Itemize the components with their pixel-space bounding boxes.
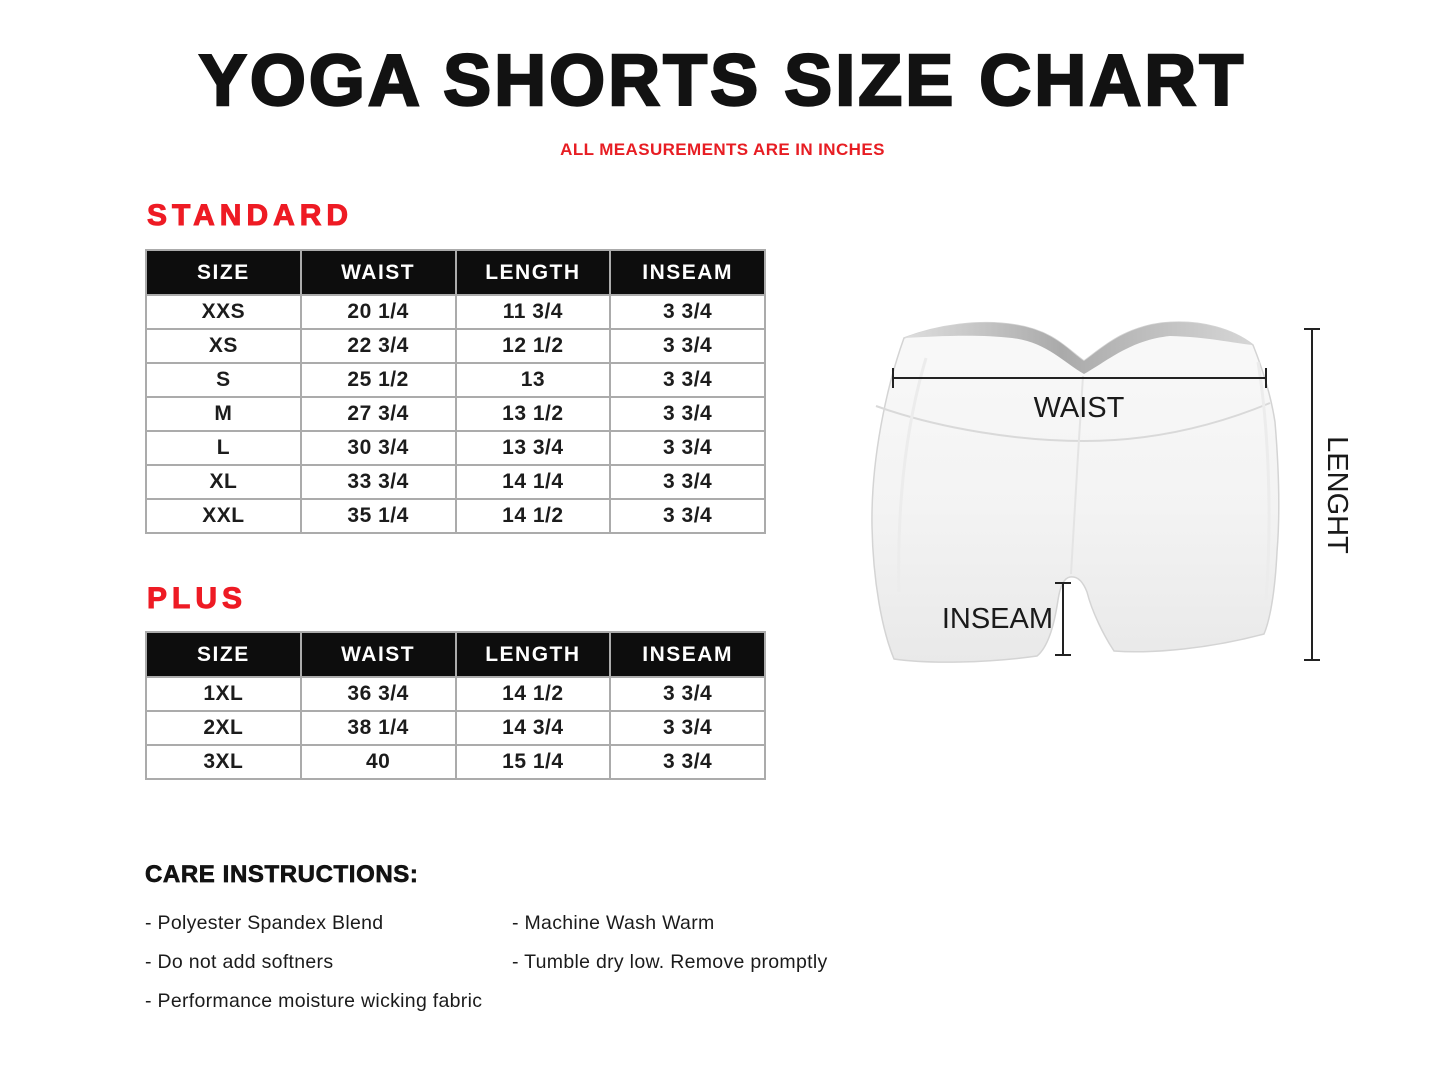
page-subtitle: ALL MEASUREMENTS ARE IN INCHES bbox=[560, 140, 885, 159]
cell-length: 12 1/2 bbox=[456, 329, 611, 363]
cell-length: 14 1/2 bbox=[456, 677, 611, 711]
table-row bbox=[146, 363, 765, 397]
column-header-waist: WAIST bbox=[301, 632, 456, 677]
cell-inseam: 3 3/4 bbox=[610, 295, 765, 329]
cell-size: M bbox=[146, 397, 301, 431]
table-row bbox=[146, 465, 765, 499]
cell-length: 14 1/4 bbox=[456, 465, 611, 499]
cell-inseam: 3 3/4 bbox=[610, 397, 765, 431]
care-item: - Do not add softners bbox=[145, 951, 334, 973]
cell-length: 13 1/2 bbox=[456, 397, 611, 431]
cell-waist: 30 3/4 bbox=[301, 431, 456, 465]
table-row bbox=[146, 329, 765, 363]
plus-size-table bbox=[145, 631, 766, 780]
cell-size: XS bbox=[146, 329, 301, 363]
cell-waist: 33 3/4 bbox=[301, 465, 456, 499]
cell-length: 13 3/4 bbox=[456, 431, 611, 465]
shorts-measurement-diagram bbox=[860, 300, 1360, 710]
standard-size-table bbox=[145, 249, 766, 534]
cell-inseam: 3 3/4 bbox=[610, 363, 765, 397]
cell-size: S bbox=[146, 363, 301, 397]
waist-label: WAIST bbox=[1033, 392, 1125, 424]
cell-waist: 40 bbox=[301, 745, 456, 779]
table-row bbox=[146, 431, 765, 465]
page-title: YOGA SHORTS SIZE CHART bbox=[198, 41, 1247, 121]
standard-section-heading: STANDARD bbox=[147, 199, 354, 232]
cell-inseam: 3 3/4 bbox=[610, 745, 765, 779]
cell-inseam: 3 3/4 bbox=[610, 677, 765, 711]
column-header-waist: WAIST bbox=[301, 250, 456, 295]
table-header-row bbox=[146, 632, 765, 677]
cell-inseam: 3 3/4 bbox=[610, 711, 765, 745]
care-instructions-right-column bbox=[512, 913, 828, 991]
cell-length: 13 bbox=[456, 363, 611, 397]
care-instructions-left-column bbox=[145, 913, 482, 1030]
cell-waist: 38 1/4 bbox=[301, 711, 456, 745]
plus-section-heading: PLUS bbox=[147, 582, 248, 615]
cell-waist: 25 1/2 bbox=[301, 363, 456, 397]
table-row bbox=[146, 295, 765, 329]
column-header-length: LENGTH bbox=[456, 250, 611, 295]
care-item: - Tumble dry low. Remove promptly bbox=[512, 951, 828, 973]
cell-waist: 36 3/4 bbox=[301, 677, 456, 711]
table-row bbox=[146, 711, 765, 745]
column-header-inseam: INSEAM bbox=[610, 250, 765, 295]
cell-size: XL bbox=[146, 465, 301, 499]
table-row bbox=[146, 677, 765, 711]
cell-size: XXS bbox=[146, 295, 301, 329]
cell-length: 14 1/2 bbox=[456, 499, 611, 533]
table-header-row bbox=[146, 250, 765, 295]
cell-waist: 27 3/4 bbox=[301, 397, 456, 431]
cell-size: 1XL bbox=[146, 677, 301, 711]
table-row bbox=[146, 397, 765, 431]
care-item: - Machine Wash Warm bbox=[512, 912, 715, 934]
cell-size: L bbox=[146, 431, 301, 465]
cell-size: XXL bbox=[146, 499, 301, 533]
cell-waist: 20 1/4 bbox=[301, 295, 456, 329]
cell-size: 2XL bbox=[146, 711, 301, 745]
cell-length: 14 3/4 bbox=[456, 711, 611, 745]
cell-inseam: 3 3/4 bbox=[610, 431, 765, 465]
cell-waist: 35 1/4 bbox=[301, 499, 456, 533]
inseam-label: INSEAM bbox=[941, 603, 1053, 635]
length-label: LENGHT bbox=[1321, 436, 1353, 554]
cell-length: 15 1/4 bbox=[456, 745, 611, 779]
column-header-size: SIZE bbox=[146, 250, 301, 295]
cell-size: 3XL bbox=[146, 745, 301, 779]
care-item: - Performance moisture wicking fabric bbox=[145, 990, 483, 1012]
care-item: - Polyester Spandex Blend bbox=[145, 912, 384, 934]
table-row bbox=[146, 745, 765, 779]
table-row bbox=[146, 499, 765, 533]
cell-length: 11 3/4 bbox=[456, 295, 611, 329]
column-header-inseam: INSEAM bbox=[610, 632, 765, 677]
length-measure-line bbox=[1304, 329, 1320, 660]
care-instructions-heading: CARE INSTRUCTIONS: bbox=[145, 861, 419, 888]
column-header-size: SIZE bbox=[146, 632, 301, 677]
column-header-length: LENGTH bbox=[456, 632, 611, 677]
cell-inseam: 3 3/4 bbox=[610, 329, 765, 363]
cell-waist: 22 3/4 bbox=[301, 329, 456, 363]
cell-inseam: 3 3/4 bbox=[610, 465, 765, 499]
cell-inseam: 3 3/4 bbox=[610, 499, 765, 533]
